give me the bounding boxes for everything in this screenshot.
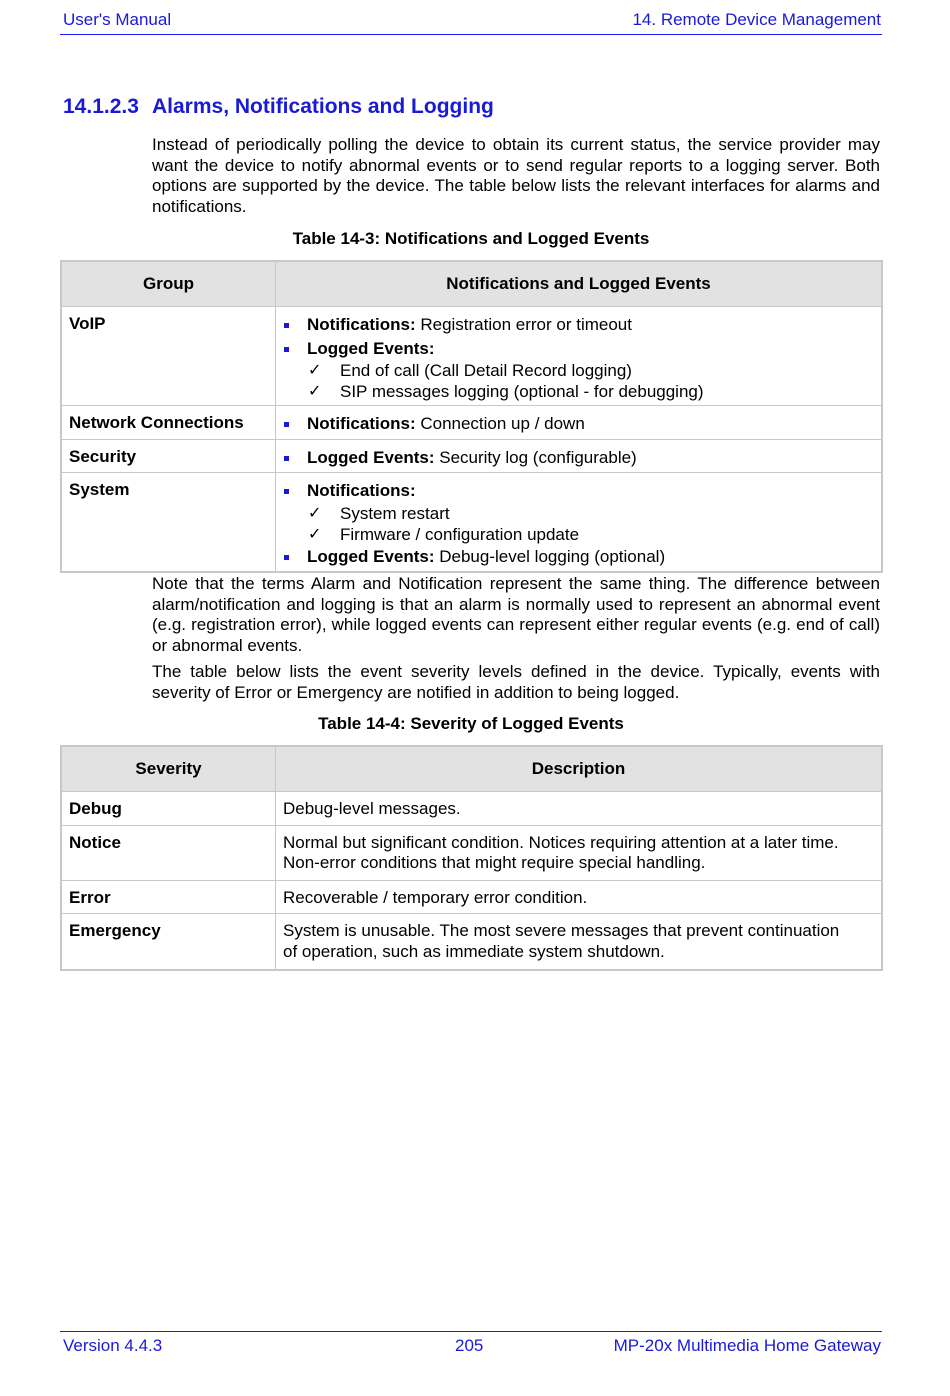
column-header-severity: Severity — [61, 746, 276, 792]
page-footer — [60, 1331, 882, 1358]
footer-product-name: MP-20x Multimedia Home Gateway — [613, 1336, 881, 1355]
footer-page-number: 205 — [455, 1336, 484, 1355]
intro-paragraph: Instead of periodically polling the device to obtain its current status, the service provider may want the device to notify abnormal events or to send regular reports to a logging server. Both options are supported by the device. The table below lists the relevant interfaces for alarms and notifications. — [152, 135, 880, 216]
table-header-row — [61, 746, 882, 792]
bullet-square-icon — [284, 489, 289, 494]
description-cell: System is unusable. The most severe messages that prevent continuation of operation, such as immediate system shutdown. — [276, 914, 883, 971]
table-header-row — [61, 261, 882, 307]
list-item: Logged Events: Security log (configurable) — [283, 446, 874, 470]
group-cell: System — [61, 473, 276, 573]
checkmark-icon: ✓ — [308, 504, 322, 522]
description-cell: Recoverable / temporary error condition. — [276, 880, 883, 914]
severity-cell: Debug — [61, 792, 276, 826]
events-cell — [276, 406, 883, 440]
header-chapter-title: 14. Remote Device Management — [632, 10, 881, 29]
column-header-description: Description — [276, 746, 883, 792]
checkmark-icon: ✓ — [308, 362, 322, 379]
list-item: Notifications: Registration error or timeout — [283, 313, 874, 337]
section-title: Alarms, Notifications and Logging — [152, 95, 494, 118]
header-manual-title: User's Manual — [63, 10, 172, 29]
checkmark-icon: ✓ — [308, 383, 322, 400]
severity-cell: Error — [61, 880, 276, 914]
table2-caption: Table 14-4: Severity of Logged Events — [318, 714, 624, 733]
list-item: Notifications: — [283, 479, 874, 503]
table1-caption: Table 14-3: Notifications and Logged Events — [292, 229, 650, 248]
events-cell — [276, 473, 883, 573]
severity-cell: Emergency — [61, 914, 276, 971]
check-item: ✓ System restart — [308, 503, 450, 523]
list-item: Notifications: Connection up / down — [283, 412, 874, 436]
bullet-square-icon — [284, 422, 289, 427]
bullet-square-icon — [284, 347, 289, 352]
bullet-square-icon — [284, 456, 289, 461]
list-item: Logged Events: — [283, 337, 874, 361]
table-row — [61, 307, 882, 406]
check-item: ✓ SIP messages logging (optional - for debugging) — [308, 382, 704, 401]
group-cell: VoIP — [61, 307, 276, 406]
note-paragraph: Note that the terms Alarm and Notification represent the same thing. The difference between alarm/notification and logging is that an alarm is normally used to represent an abnormal event (e.g. registration error), while logged events can represent either regular events (e.g. end of call) or abnormal events. — [152, 574, 880, 655]
page-header — [60, 8, 882, 35]
severity-cell: Notice — [61, 825, 276, 880]
description-cell: Normal but significant condition. Notices requiring attention at a later time. Non-error conditions that might require special handling. — [276, 825, 883, 880]
events-cell — [276, 439, 883, 473]
severity-intro-paragraph: The table below lists the event severity levels defined in the device. Typically, events with severity of Error or Emergency are notified in addition to being logged. — [152, 662, 880, 702]
section-number: 14.1.2.3 — [63, 95, 139, 118]
table-row — [61, 473, 882, 573]
table-row — [61, 406, 882, 440]
bullet-square-icon — [284, 555, 289, 560]
events-cell — [276, 307, 883, 406]
group-cell: Network Connections — [61, 406, 276, 440]
description-cell: Debug-level messages. — [276, 792, 883, 826]
notifications-table — [60, 260, 883, 573]
severity-table — [60, 745, 883, 971]
table-row — [61, 792, 882, 826]
checkmark-icon: ✓ — [308, 525, 322, 543]
group-cell: Security — [61, 439, 276, 473]
column-header-group: Group — [61, 261, 276, 307]
section-heading — [63, 95, 494, 119]
table-row — [61, 914, 882, 971]
table-row — [61, 880, 882, 914]
table-row — [61, 825, 882, 880]
column-header-events: Notifications and Logged Events — [276, 261, 883, 307]
footer-version: Version 4.4.3 — [63, 1336, 163, 1355]
bullet-square-icon — [284, 323, 289, 328]
list-item: Logged Events: Debug-level logging (optional) — [283, 545, 874, 569]
check-item: ✓ Firmware / configuration update — [308, 524, 580, 544]
table-row — [61, 439, 882, 473]
check-item: ✓ End of call (Call Detail Record logging) — [308, 361, 632, 380]
